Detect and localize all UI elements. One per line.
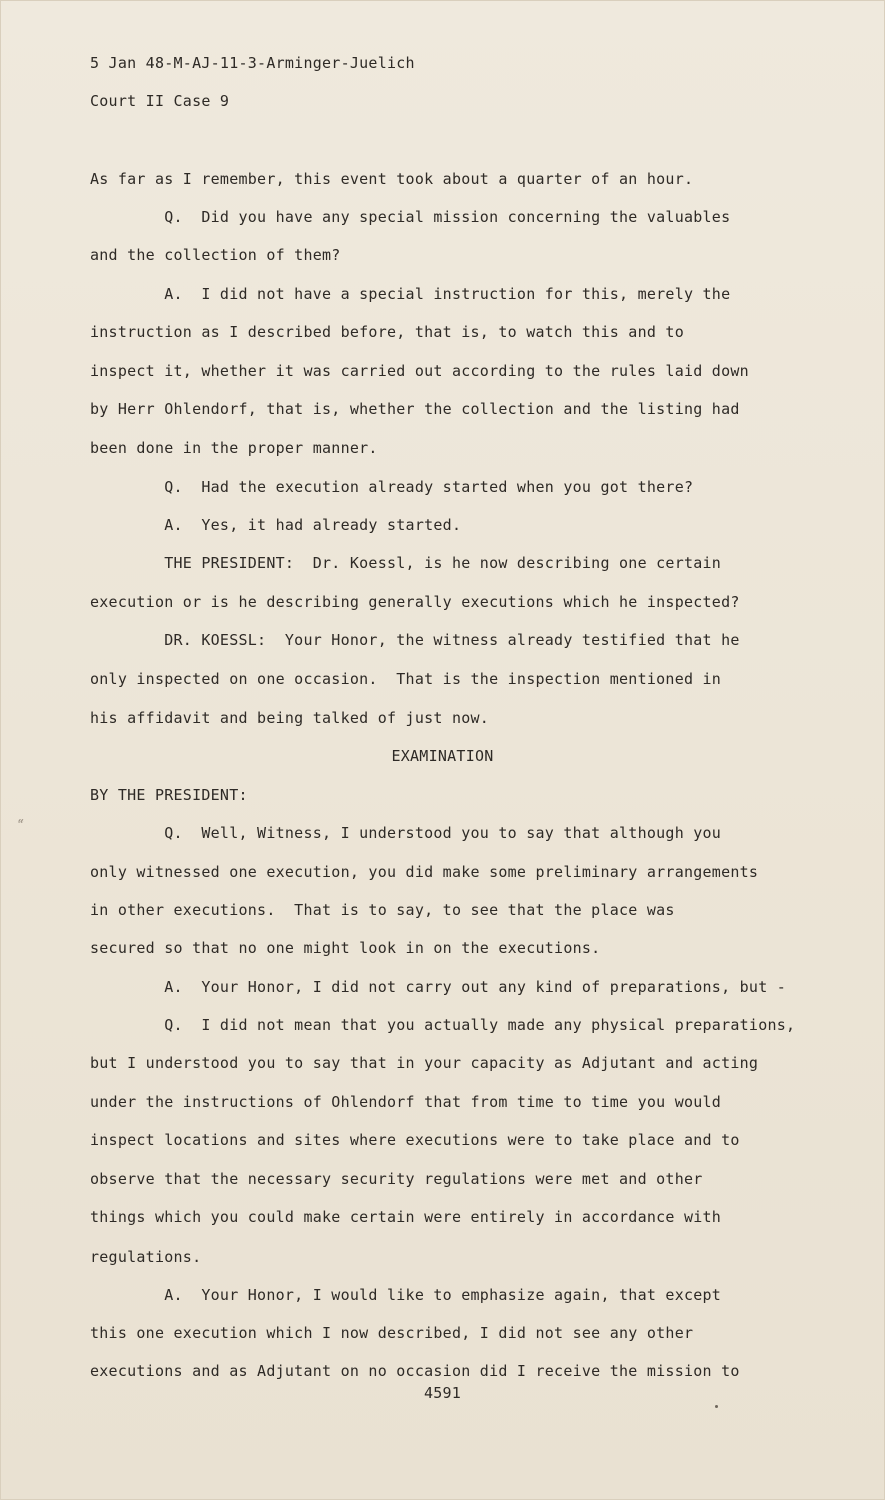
- margin-mark: 𝓊: [18, 815, 24, 826]
- page-number: 4591: [423, 1384, 462, 1402]
- body-line: under the instructions of Ohlendorf that from time to time you would: [90, 1093, 722, 1111]
- body-line: instruction as I described before, that is, to watch this and to: [90, 323, 684, 341]
- body-line: this one execution which I now described, I did not see any other: [90, 1324, 694, 1342]
- body-line: Q. Did you have any special mission concerning the valuables: [90, 208, 731, 226]
- body-line: Q. Well, Witness, I understood you to say that although you: [90, 824, 722, 842]
- body-line: executions and as Adjutant on no occasion did I receive the mission to: [90, 1362, 740, 1380]
- body-line: A. I did not have a special instruction for this, merely the: [90, 285, 731, 303]
- header-line-2: Court II Case 9: [90, 92, 230, 110]
- body-line: but I understood you to say that in your capacity as Adjutant and acting: [90, 1054, 759, 1072]
- body-line: observe that the necessary security regulations were met and other: [90, 1170, 703, 1188]
- body-line: A. Yes, it had already started.: [90, 516, 462, 534]
- body-line: Q. I did not mean that you actually made any physical preparations,: [90, 1016, 796, 1034]
- body-line: A. Your Honor, I would like to emphasize again, that except: [90, 1286, 722, 1304]
- section-heading: EXAMINATION: [391, 747, 494, 765]
- body-line: Q. Had the execution already started when you got there?: [90, 478, 694, 496]
- body-line: only inspected on one occasion. That is the inspection mentioned in: [90, 670, 722, 688]
- body-line: inspect it, whether it was carried out according to the rules laid down: [90, 362, 749, 380]
- body-line: execution or is he describing generally executions which he inspected?: [90, 593, 740, 611]
- body-line: and the collection of them?: [90, 246, 341, 264]
- body-line: regulations.: [90, 1248, 202, 1266]
- ink-speck: [715, 1405, 718, 1408]
- body-line: only witnessed one execution, you did make some preliminary arrangements: [90, 863, 759, 881]
- body-line: in other executions. That is to say, to see that the place was: [90, 901, 675, 919]
- body-line: THE PRESIDENT: Dr. Koessl, is he now describing one certain: [90, 554, 722, 572]
- body-line: As far as I remember, this event took about a quarter of an hour.: [90, 170, 694, 188]
- body-line: been done in the proper manner.: [90, 439, 378, 457]
- body-line: DR. KOESSL: Your Honor, the witness already testified that he: [90, 631, 740, 649]
- body-line: things which you could make certain were entirely in accordance with: [90, 1208, 722, 1226]
- body-line: his affidavit and being talked of just now.: [90, 709, 490, 727]
- header-line-1: 5 Jan 48-M-AJ-11-3-Arminger-Juelich: [90, 54, 415, 72]
- body-line: inspect locations and sites where executions were to take place and to: [90, 1131, 740, 1149]
- body-line: BY THE PRESIDENT:: [90, 786, 248, 804]
- body-line: A. Your Honor, I did not carry out any kind of preparations, but -: [90, 978, 787, 996]
- body-line: by Herr Ohlendorf, that is, whether the collection and the listing had: [90, 400, 740, 418]
- body-line: secured so that no one might look in on the executions.: [90, 939, 601, 957]
